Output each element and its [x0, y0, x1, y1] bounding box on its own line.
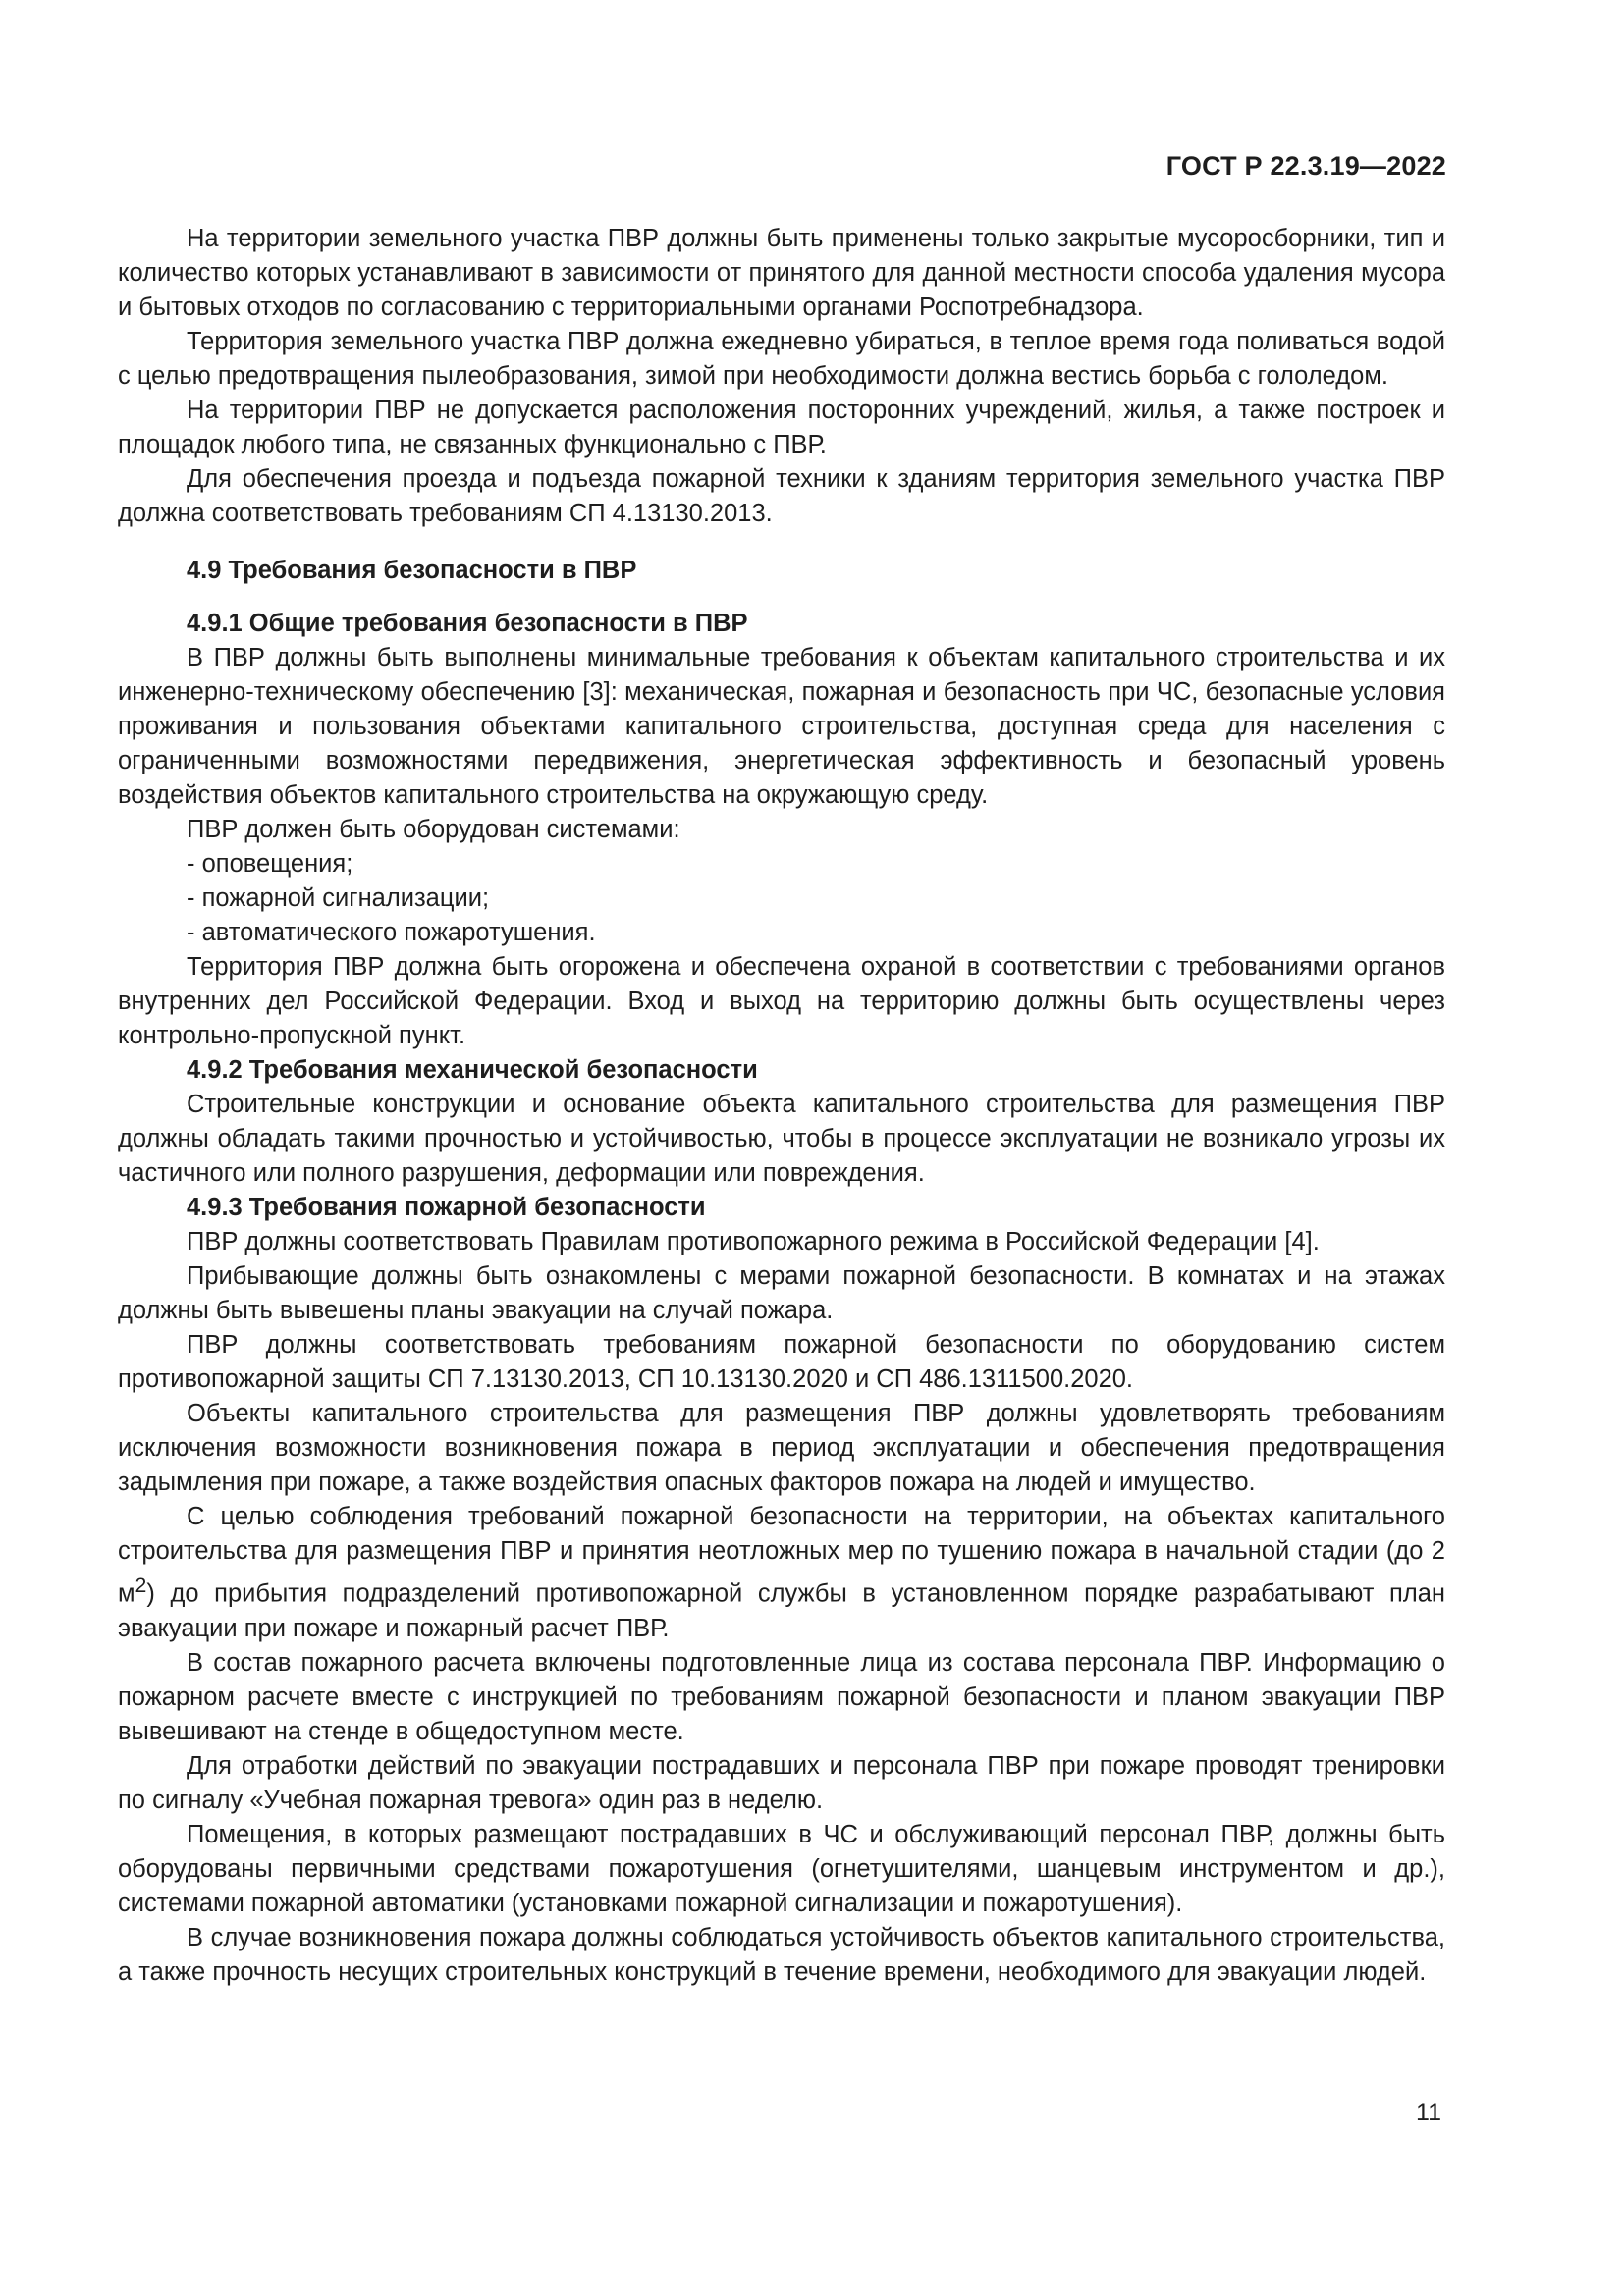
paragraph: Строительные конструкции и основание объекта капитального строительства для размещения ПВР должны обладать такими прочностью и устойчивостью, чтобы в процессе эксплуатации не возникало угрозы их частичного или полного разрушения, деформации или повреждения.	[118, 1091, 1445, 1187]
paragraph: ПВР должны соответствовать требованиям пожарной безопасности по оборудованию систем противопожарной защиты СП 7.13130.2013, СП 10.13130.2020 и СП 486.1311500.2020.	[118, 1331, 1445, 1393]
paragraph: Для обеспечения проезда и подъезда пожарной техники к зданиям территория земельного участка ПВР должна соответствовать требованиям СП 4.13130.2013.	[118, 465, 1445, 527]
paragraph: Территория ПВР должна быть огорожена и обеспечена охраной в соответствии с требованиями органов внутренних дел Российской Федерации. Вход и выход на территорию должны быть осуществлены через контрольно-пропускной пункт.	[118, 953, 1445, 1049]
section-heading-4-9: 4.9 Требования безопасности в ПВР	[187, 557, 637, 584]
paragraph-text-part: С целью соблюдения требований пожарной безопасности на территории, на объектах капитального строительства для размещения ПВР и принятия неотложных мер по тушению пожара в начальной стадии (до 2 м	[118, 1503, 1445, 1608]
page-number: 11	[1416, 2099, 1441, 2126]
document-body	[118, 222, 1445, 1990]
subsection-heading-4-9-2: 4.9.2 Требования механической безопасности	[187, 1056, 758, 1084]
paragraph: В ПВР должны быть выполнены минимальные требования к объектам капитального строительства и их инженерно-техническому обеспечению [3]: механическая, пожарная и безопасность при ЧС, безопасные условия проживания и пользования объектами капитального строительства, доступная среда для населения с ограниченными возможностями передвижения, энергетическая эффективность и безопасный уровень воздействия объектов капитального строительства на окружающую среду.	[118, 644, 1445, 809]
document-header-standard: ГОСТ Р 22.3.19—2022	[1165, 151, 1446, 181]
paragraph: На территории ПВР не допускается расположения посторонних учреждений, жилья, а также построек и площадок любого типа, не связанных функционально с ПВР.	[118, 397, 1445, 458]
subsection-heading-4-9-3: 4.9.3 Требования пожарной безопасности	[187, 1194, 706, 1221]
list-item: - пожарной сигнализации;	[187, 884, 490, 912]
paragraph: ПВР должны соответствовать Правилам противопожарного режима в Российской Федерации [4].	[187, 1228, 1320, 1255]
paragraph: В случае возникновения пожара должны соблюдаться устойчивость объектов капитального строительства, а также прочность несущих строительных конструкций в течение времени, необходимого для эвакуации людей.	[118, 1923, 1445, 1986]
paragraph	[118, 1500, 1445, 1646]
paragraph: Объекты капитального строительства для размещения ПВР должны удовлетворять требованиям исключения возможности возникновения пожара в период эксплуатации и обеспечения предотвращения задымления при пожаре, а также воздействия опасных факторов пожара на людей и имущество.	[118, 1400, 1445, 1496]
paragraph: Территория земельного участка ПВР должна ежедневно убираться, в теплое время года поливаться водой с целью предотвращения пылеобразования, зимой при необходимости должна вестись борьба с гололедом.	[118, 328, 1445, 390]
list-item: - оповещения;	[187, 850, 353, 878]
paragraph: ПВР должен быть оборудован системами:	[187, 816, 680, 843]
paragraph: На территории земельного участка ПВР должны быть применены только закрытые мусоросборники, тип и количество которых устанавливают в зависимости от принятого для данной местности способа удаления мусора и бытовых отходов по согласованию с территориальными органами Роспотребнадзора.	[118, 225, 1445, 321]
paragraph: В состав пожарного расчета включены подготовленные лица из состава персонала ПВР. Информацию о пожарном расчете вместе с инструкцией по требованиям пожарной безопасности и планом эвакуации ПВР вывешивают на стенде в общедоступном месте.	[118, 1648, 1445, 1745]
superscript: 2	[135, 1574, 147, 1597]
paragraph: Помещения, в которых размещают пострадавших в ЧС и обслуживающий персонал ПВР, должны быть оборудованы первичными средствами пожаротушения (огнетушителями, шанцевым инструментом и др.), системами пожарной автоматики (установками пожарной сигнализации и пожаротушения).	[118, 1820, 1445, 1917]
subsection-heading-4-9-1: 4.9.1 Общие требования безопасности в ПВР	[187, 610, 748, 637]
paragraph-text-part: ) до прибытия подразделений противопожарной службы в установленном порядке разрабатывают план эвакуации при пожаре и пожарный расчет ПВР.	[118, 1579, 1445, 1642]
paragraph: Прибывающие должны быть ознакомлены с мерами пожарной безопасности. В комнатах и на этажах должны быть вывешены планы эвакуации на случай пожара.	[118, 1262, 1445, 1324]
paragraph: Для отработки действий по эвакуации пострадавших и персонала ПВР при пожаре проводят тренировки по сигналу «Учебная пожарная тревога» один раз в неделю.	[118, 1751, 1445, 1814]
list-item: - автоматического пожаротушения.	[187, 919, 596, 946]
